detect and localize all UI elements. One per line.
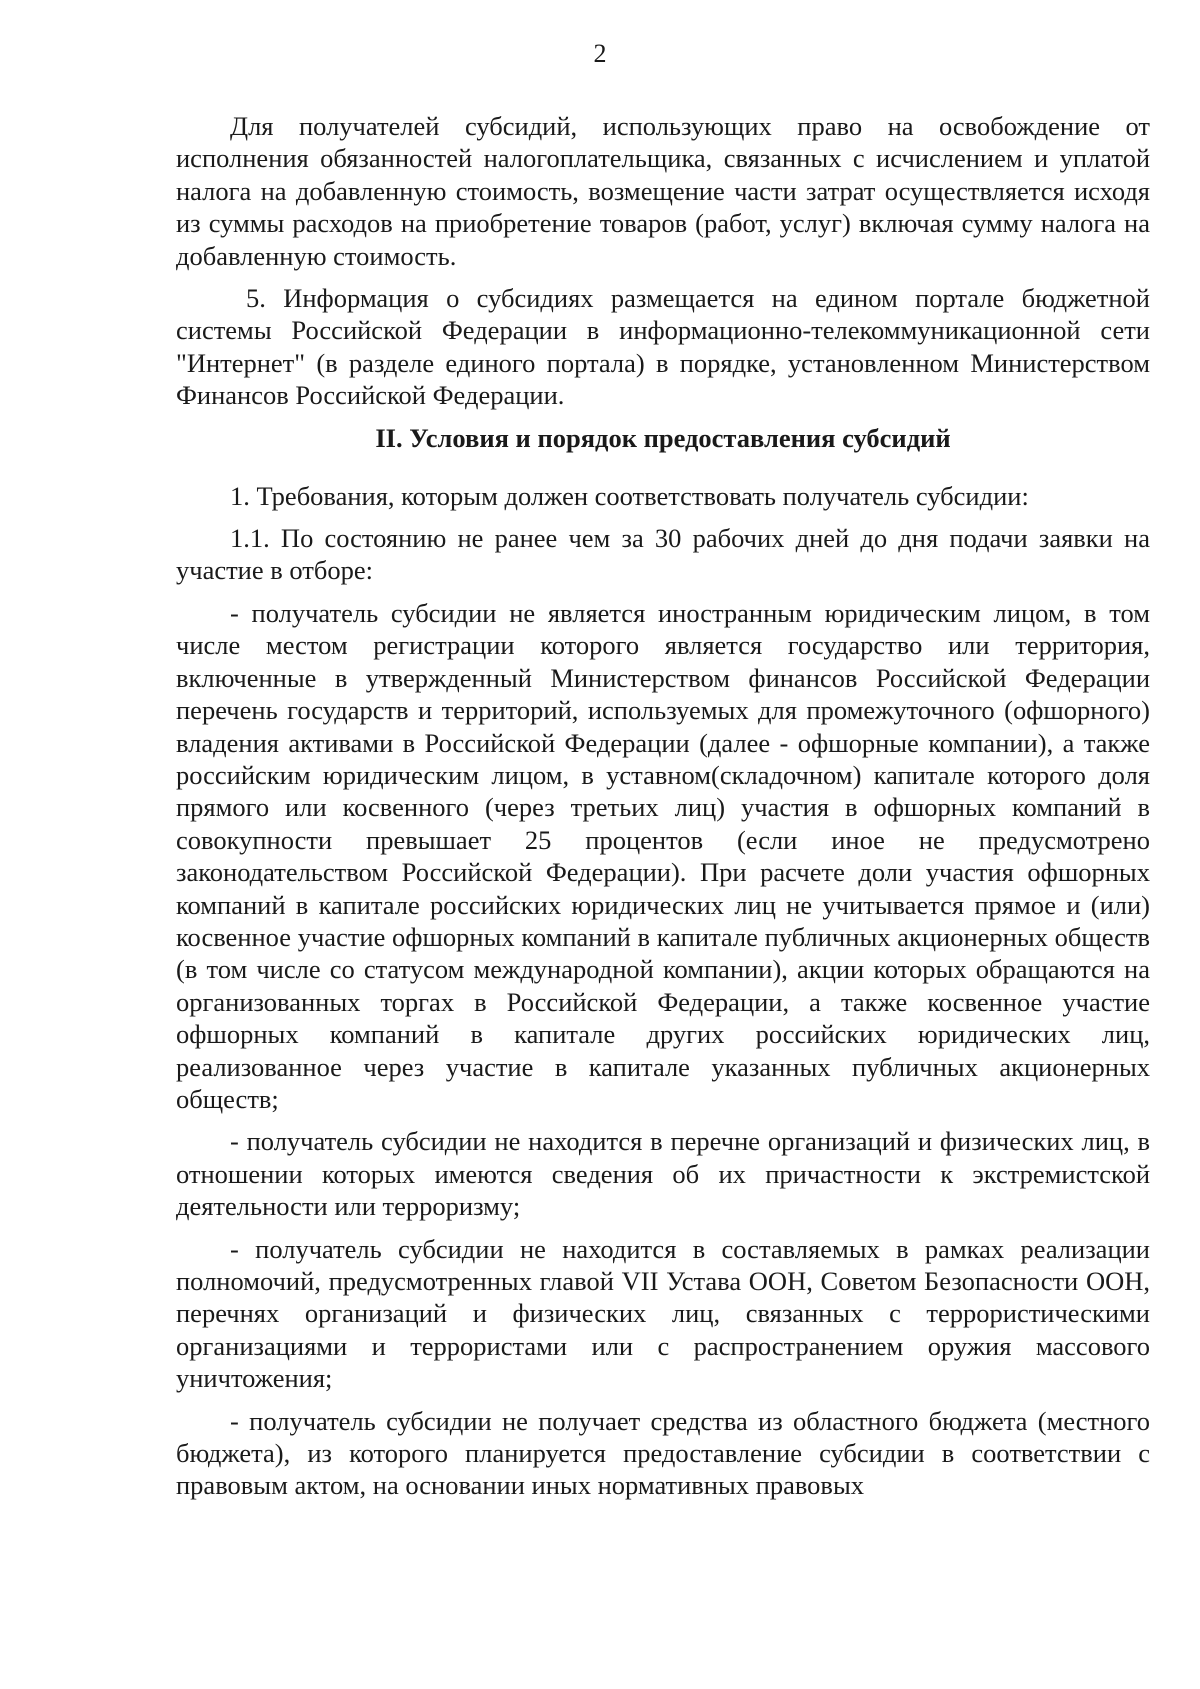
section-heading: II. Условия и порядок предоставления субсидий [375, 422, 951, 453]
paragraph-vat-exemption: Для получателей субсидий, использующих право на освобождение от исполнения обязанностей налогоплательщика, связанных с исчислением и уплатой налога на добавленную стоимость, возмещение части затрат осуществляется исходя из суммы расходов на приобретение товаров (работ, услуг) включая сумму налога на добавленную стоимость. [176, 111, 1150, 271]
paragraph-offshore-companies: - получатель субсидии не является иностранным юридическим лицом, в том числе местом регистрации которого является государство или территория, включенные в утвержденный Министерством финансов Российской Федерации перечень государств и территорий, используемых для промежуточного (офшорного) владения активами в Российской Федерации (далее - офшорные компании), а также российским юридическим лицом, в уставном(складочном) капитале которого доля прямого или косвенного (через третьих лиц) участия в офшорных компаний в совокупности превышает 25 процентов (если иное не предусмотрено законодательством Российской Федерации). При расчете доли участия офшорных компаний в капитале российских юридических лиц не учитывается прямое и (или) косвенное участие офшорных компаний в капитале публичных акционерных обществ (в том числе со статусом международной компании), акции которых обращаются на организованных торгах в Российской Федерации, а также косвенное участие офшорных компаний в капитале других российских юридических лиц, реализованное через участие в капитале указанных публичных акционерных обществ; [176, 597, 1150, 1114]
paragraph-requirements-1-1: 1.1. По состоянию не ранее чем за 30 рабочих дней до дня подачи заявки на участие в отборе: [176, 523, 1150, 586]
paragraph-subsidy-information: 5. Информация о субсидиях размещается на едином портале бюджетной системы Российской Федерации в информационно-телекоммуникационной сети "Интернет" (в разделе единого портала) в порядке, установленном Министерством Финансов Российской Федерации. [176, 283, 1150, 411]
paragraph-budget-funds: - получатель субсидии не получает средства из областного бюджета (местного бюджета), из которого планируется предоставление субсидии в соответствии с правовым актом, на основании иных нормативных правовых [176, 1405, 1150, 1501]
paragraph-un-lists: - получатель субсидии не находится в составляемых в рамках реализации полномочий, предусмотренных главой VII Устава ООН, Советом Безопасности ООН, перечнях организаций и физических лиц, связанных с террористическими организациями и террористами или с распространением оружия массового уничтожения; [176, 1233, 1150, 1394]
page-number: 2 [593, 39, 607, 68]
document-body [176, 110, 1150, 1510]
paragraph-requirements: 1. Требования, которым должен соответствовать получатель субсидии: [230, 480, 1029, 511]
paragraph-extremism-list: - получатель субсидии не находится в перечне организаций и физических лиц, в отношении которых имеются сведения об их причастности к экстремистской деятельности или терроризму; [176, 1126, 1150, 1222]
